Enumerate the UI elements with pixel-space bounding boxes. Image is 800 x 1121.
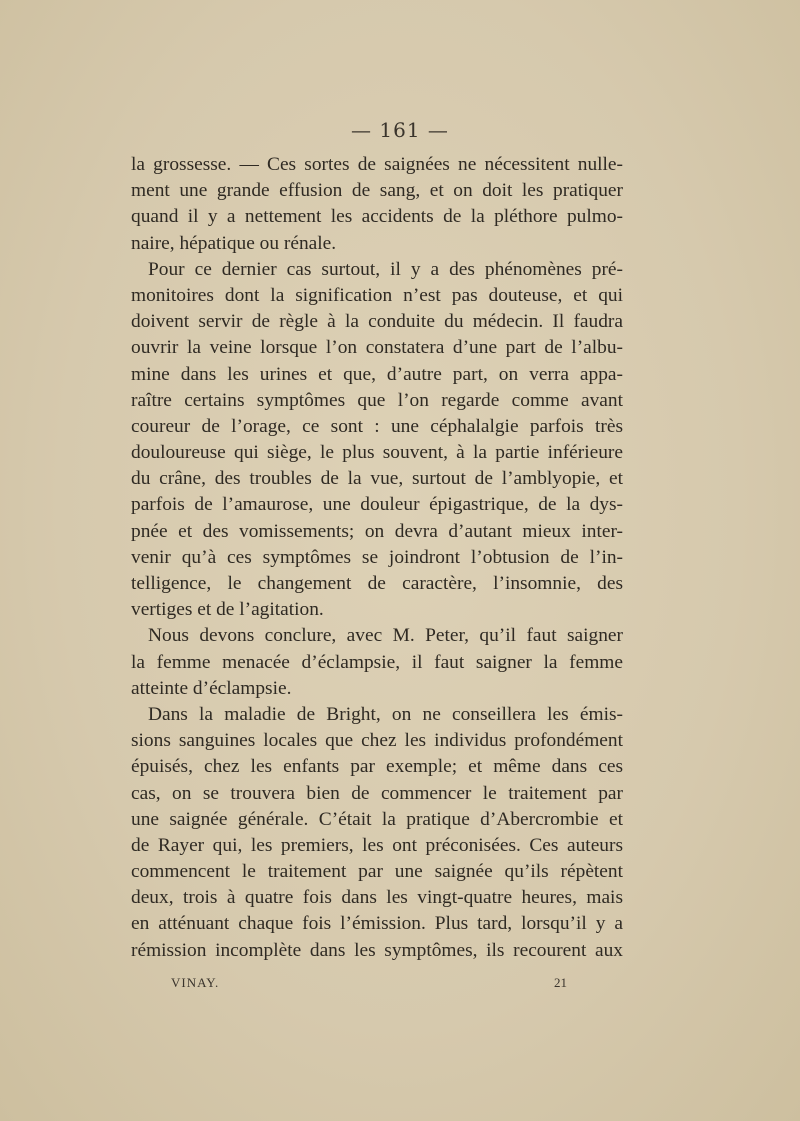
text-line: ouvrir la veine lorsque l’on constatera d’une part de l’albu-: [131, 337, 623, 359]
text-line: rémission incomplète dans les symptômes, ils recourent aux: [131, 939, 623, 961]
text-line: pnée et des vomissements; on devra d’autant mieux inter-: [131, 520, 623, 542]
text-line: monitoires dont la signification n’est pas douteuse, et qui: [131, 284, 623, 306]
text-line: telligence, le changement de caractère, l’insomnie, des: [131, 573, 623, 594]
text-line: mine dans les urines et que, d’autre part, on verra appa-: [131, 363, 623, 385]
text-line: atteinte d’éclampsie.: [131, 677, 292, 699]
text-line: Pour ce dernier cas surtout, il y a des phénomènes pré-: [148, 258, 623, 280]
text-line: doivent servir de règle à la conduite du médecin. Il faudra: [131, 311, 623, 333]
footer-sheet-number: 21: [554, 975, 567, 990]
text-line: parfois de l’amaurose, une douleur épigastrique, de la dys-: [131, 494, 623, 516]
page-number: — 161 —: [351, 118, 449, 142]
text-line: vertiges et de l’agitation.: [131, 599, 324, 621]
text-line: quand il y a nettement les accidents de la pléthore pulmo-: [131, 206, 623, 228]
text-line: ment une grande effusion de sang, et on doit les pratiquer: [131, 180, 623, 202]
text-line: raître certains symptômes que l’on regarde comme avant: [131, 389, 623, 411]
text-line: la grossesse. — Ces sortes de saignées ne nécessitent nulle-: [131, 154, 623, 175]
text-line: deux, trois à quatre fois dans les vingt-quatre heures, mais: [131, 887, 623, 909]
text-line: venir qu’à ces symptômes se joindront l’obtusion de l’in-: [131, 546, 623, 568]
text-line: commencent le traitement par une saignée qu’ils répètent: [131, 861, 623, 883]
text-line: naire, hépatique ou rénale.: [131, 232, 337, 254]
text-line: la femme menacée d’éclampsie, il faut saigner la femme: [131, 651, 623, 673]
text-line: douloureuse qui siège, le plus souvent, à la partie inférieure: [131, 442, 623, 464]
text-line: coureur de l’orage, ce sont : une céphalalgie parfois très: [131, 415, 623, 437]
text-line: Dans la maladie de Bright, on ne conseillera les émis-: [148, 703, 623, 725]
text-line: épuisés, chez les enfants par exemple; et même dans ces: [131, 756, 623, 778]
text-line: du crâne, des troubles de la vue, surtout de l’amblyopie, et: [131, 468, 623, 490]
text-line: en atténuant chaque fois l’émission. Plus tard, lorsqu’il y a: [131, 913, 623, 935]
text-line: cas, on se trouvera bien de commencer le traitement par: [131, 782, 623, 804]
text-line: Nous devons conclure, avec M. Peter, qu’il faut saigner: [148, 625, 623, 647]
text-line: sions sanguines locales que chez les individus profondément: [131, 730, 623, 752]
body-text: [131, 152, 623, 964]
footer-signature: VINAY.: [171, 975, 220, 990]
text-line: une saignée générale. C’était la pratique d’Abercrombie et: [131, 808, 623, 830]
text-line: de Rayer qui, les premiers, les ont préconisées. Ces auteurs: [131, 834, 623, 856]
